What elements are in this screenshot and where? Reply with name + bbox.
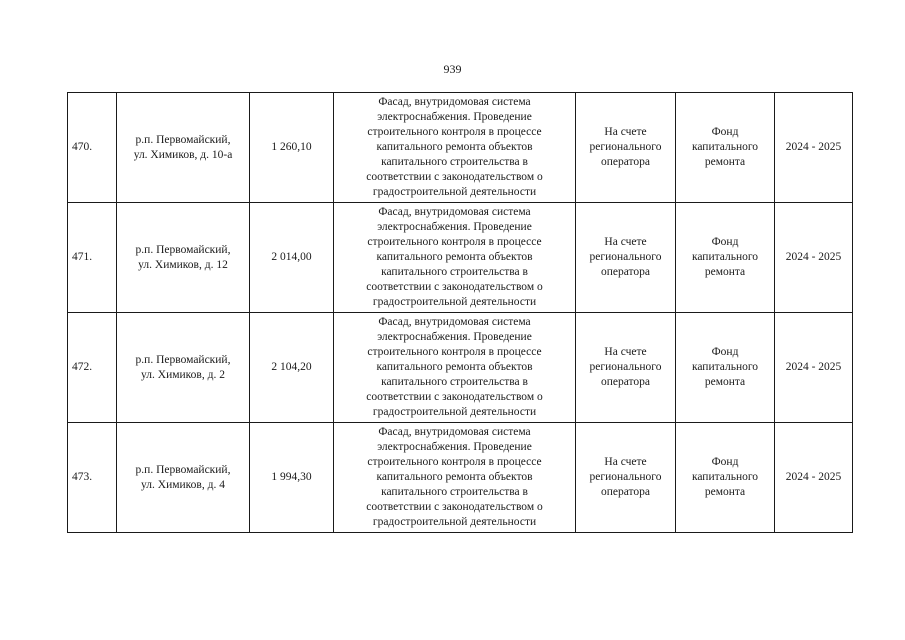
work-line: Фасад, внутридомовая система [378,96,531,108]
address-line: р.п. Первомайский, [135,463,231,476]
work-description-cell [334,313,576,423]
work-line: капитального строительства в [381,156,528,168]
work-line: Фасад, внутридомовая система [378,316,531,328]
fund-line: капитального [691,251,759,263]
work-line: градостроительной деятельности [372,406,537,418]
work-description-cell [334,423,576,533]
account-line: На счете [604,346,647,358]
fund-line: Фонд [711,456,739,468]
work-line: капитального строительства в [381,486,528,498]
account-line: На счете [604,126,647,138]
work-line: электроснабжения. Проведение [377,331,532,343]
address-line: ул. Химиков, д. 12 [138,258,228,271]
address-cell [117,203,250,313]
work-line: капитального ремонта объектов [376,141,533,153]
work-line: капитального ремонта объектов [376,361,533,373]
address-cell [117,423,250,533]
account-line: регионального [589,471,662,483]
account-cell [576,313,676,423]
account-cell [576,203,676,313]
work-line: градостроительной деятельности [372,186,537,198]
work-line: градостроительной деятельности [372,516,537,528]
work-line: градостроительной деятельности [372,296,537,308]
fund-cell [676,93,775,203]
period-cell: 2024 - 2025 [775,423,853,533]
work-line: соответствии с законодательством о [366,171,543,183]
work-line: строительного контроля в процессе [367,456,542,468]
period-cell: 2024 - 2025 [775,203,853,313]
table-row [68,93,853,203]
account-line: На счете [604,236,647,248]
address-line: р.п. Первомайский, [135,353,231,366]
address-cell [117,93,250,203]
cost-cell: 2 014,00 [250,203,334,313]
cost-cell: 1 260,10 [250,93,334,203]
account-line: регионального [589,361,662,373]
address-line: ул. Химиков, д. 2 [141,368,225,381]
table-row [68,313,853,423]
fund-cell [676,423,775,533]
fund-line: ремонта [704,376,746,388]
fund-line: ремонта [704,266,746,278]
work-line: капитального строительства в [381,266,528,278]
fund-line: ремонта [704,486,746,498]
row-number: 472. [68,313,117,423]
work-description-cell [334,203,576,313]
table-row [68,423,853,533]
work-line: строительного контроля в процессе [367,346,542,358]
page-number: 939 [443,62,462,76]
fund-line: капитального [691,361,759,373]
work-line: Фасад, внутридомовая система [378,426,531,438]
row-number: 470. [68,93,117,203]
account-line: оператора [600,486,651,498]
period-cell: 2024 - 2025 [775,313,853,423]
work-line: электроснабжения. Проведение [377,441,532,453]
address-line: р.п. Первомайский, [135,133,231,146]
fund-line: Фонд [711,236,739,248]
work-line: электроснабжения. Проведение [377,111,532,123]
work-line: соответствии с законодательством о [366,391,543,403]
fund-line: Фонд [711,126,739,138]
work-line: капитального ремонта объектов [376,471,533,483]
account-line: оператора [600,156,651,168]
account-line: регионального [589,251,662,263]
row-number: 471. [68,203,117,313]
work-line: электроснабжения. Проведение [377,221,532,233]
work-line: строительного контроля в процессе [367,236,542,248]
work-description-cell [334,93,576,203]
row-number: 473. [68,423,117,533]
period-cell: 2024 - 2025 [775,93,853,203]
fund-line: капитального [691,471,759,483]
table-row [68,203,853,313]
work-line: Фасад, внутридомовая система [378,206,531,218]
capital-repair-table [67,92,853,533]
fund-line: капитального [691,141,759,153]
fund-line: ремонта [704,156,746,168]
address-line: ул. Химиков, д. 4 [141,478,225,491]
account-line: оператора [600,376,651,388]
work-line: капитального строительства в [381,376,528,388]
work-line: строительного контроля в процессе [367,126,542,138]
address-cell [117,313,250,423]
account-cell [576,93,676,203]
work-line: соответствии с законодательством о [366,501,543,513]
address-line: ул. Химиков, д. 10-а [133,148,233,161]
address-line: р.п. Первомайский, [135,243,231,256]
account-line: оператора [600,266,651,278]
work-line: соответствии с законодательством о [366,281,543,293]
fund-cell [676,203,775,313]
account-cell [576,423,676,533]
account-line: регионального [589,141,662,153]
table-body [68,93,853,533]
cost-cell: 1 994,30 [250,423,334,533]
fund-cell [676,313,775,423]
fund-line: Фонд [711,346,739,358]
cost-cell: 2 104,20 [250,313,334,423]
account-line: На счете [604,456,647,468]
work-line: капитального ремонта объектов [376,251,533,263]
